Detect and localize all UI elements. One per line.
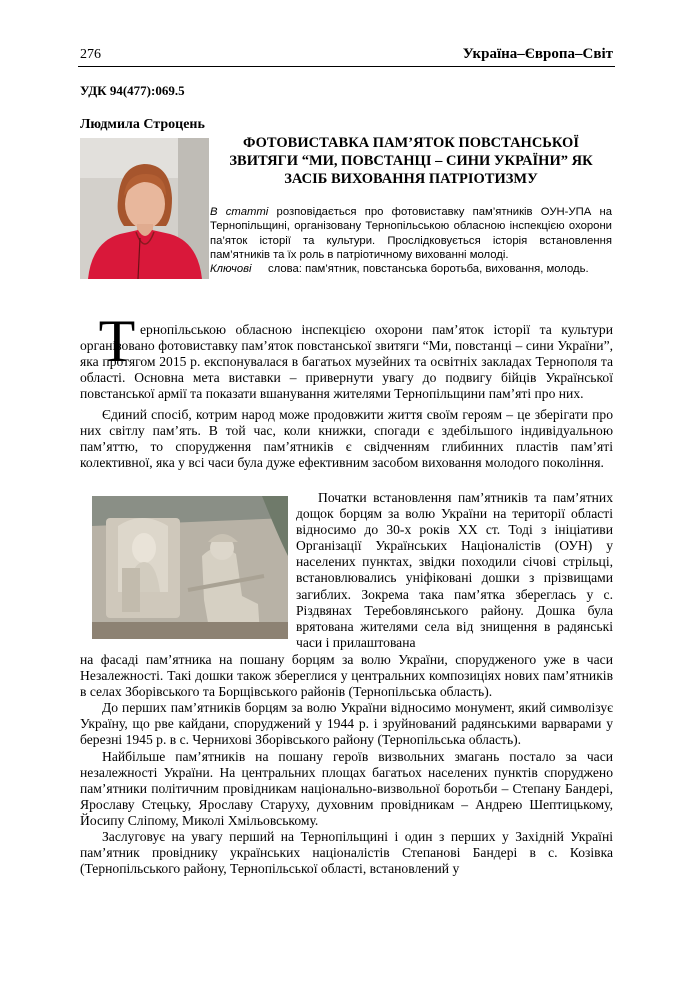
paragraph-text: на фасаді пам’ятника на пошану борцям за волю України, спорудженого уже в часи Незалежності. Такі дошки також збереглися у центральних композиціях нових пам’ятників в селах Зборівського та Борщівського районів (Тернопільська область). bbox=[80, 652, 613, 700]
paragraph-text: Єдиний спосіб, котрим народ може продовжити життя своїм героям – це зберігати про них світлу пам’ять. В той час, коли книжки, спогади є здебільшого індивідуальною пам’яттю, то спорудження пам’ятників є свідченням глибинних пластів пам’яті колективної, яка у всі часи була дуже ефективним засобом виховання молодого покоління. bbox=[80, 407, 613, 471]
paragraph-1 bbox=[80, 322, 613, 402]
header-rule bbox=[78, 66, 615, 67]
title-line: ЗВИТЯГИ “МИ, ПОВСТАНЦІ – СИНИ УКРАЇНИ” ЯК bbox=[229, 153, 593, 169]
keywords-text: слова: пам’ятник, повстанська боротьба, виховання, молодь. bbox=[268, 263, 589, 276]
author-name: Людмила Строцень bbox=[80, 117, 205, 132]
author-photo bbox=[80, 138, 209, 279]
abstract-body: розповідається про фотовиставку пам’ятників ОУН-УПА на Тернопільщині, організовану Тернопільською обласною інспекцією охорони па’яток історії та культури. Прослідковується історія встановлення пам’ятників та їх роль в патріотичному вихованні молоді. bbox=[210, 206, 612, 261]
title-line: ФОТОВИСТАВКА ПАМ’ЯТОК ПОВСТАНСЬКОЇ bbox=[243, 135, 579, 151]
abstract bbox=[210, 205, 612, 276]
paragraph-3-wrap bbox=[296, 490, 613, 651]
journal-title: Україна–Європа–Світ bbox=[462, 46, 613, 62]
paragraph-2 bbox=[80, 407, 613, 471]
page-number: 276 bbox=[80, 47, 101, 62]
keywords-label: Ключові bbox=[210, 263, 252, 276]
title-line: ЗАСІБ ВИХОВАННЯ ПАТРІОТИЗМУ bbox=[284, 171, 538, 187]
article-title bbox=[210, 134, 612, 188]
paragraph-5: Найбільше пам’ятників на пошану героїв визвольних змагань постало за часи незалежності України. На центральних площах багатьох населених пунктів споруджено пам’ятники політичним провідникам національно-визвольної боротьби – Степану Бандері, Ярославу Стецьку, Ярославу Стаpуху, духовним провідникам – Андрею Шептицькому, Йосипу Сліпому, Миколі Хмільовському. bbox=[80, 748, 613, 828]
paragraph-3-rest bbox=[80, 652, 613, 877]
monument-photo bbox=[92, 496, 288, 639]
paragraph-text: Початки встановлення пам’ятників та пам’ятних дощок борцям за волю України на території області відносимо до 30-х років ХХ ст. Тоді з ініціативи Організації Українських Націоналістів (ОУН) у населених пунктах, звідки походили січові стрільці, встановлювались уніфіковані дошки з прізвищами загиблих. Зокрема така пам’ятка збереглась у с. Різдвянах Теребовлянського району. Дошка була врятована жителями села від знищення в радянські часи і прилаштована bbox=[296, 490, 613, 650]
portrait-image bbox=[80, 138, 209, 279]
drop-cap: Т bbox=[98, 318, 136, 364]
abstract-label: В статті bbox=[210, 206, 269, 218]
monument-image bbox=[92, 496, 288, 639]
udk-code: УДК 94(477):069.5 bbox=[80, 83, 185, 98]
abstract-text bbox=[210, 205, 612, 262]
keywords-row bbox=[210, 262, 612, 276]
paragraph-text: ернопільською обласною інспекцією охорони пам’яток історії та культури організовано фотовиставку пам’яток повстанської звитяги “Ми, повстанці – сини України”, яка протягом 2015 р. експонувалася в багатьох музейних та освітніх закладах Тернополя та області. Основна мета виставки – привернути увагу до подвигу бійців Української повстанської армії та показати вшанування жителями Тернопільщини пам’яті про них. bbox=[80, 322, 613, 402]
paragraph-4: До перших пам’ятників борцям за волю України відносимо монумент, який символізує Україну, що рве кайдани, споруджений у 1944 р. і зруйнований радянськими варварами у березні 1945 р. в с. Чернихові Зборівського району (Тернопільська область). bbox=[80, 700, 613, 748]
abstract-row bbox=[210, 205, 612, 262]
paragraph-6: Заслуговує на увагу перший на Тернопільщині і один з перших у Західній Україні пам’ятник провіднику українських націоналістів Степанові Бандері в с. Козівка (Тернопільського району, Тернопільської області, встановлений у bbox=[80, 829, 613, 877]
